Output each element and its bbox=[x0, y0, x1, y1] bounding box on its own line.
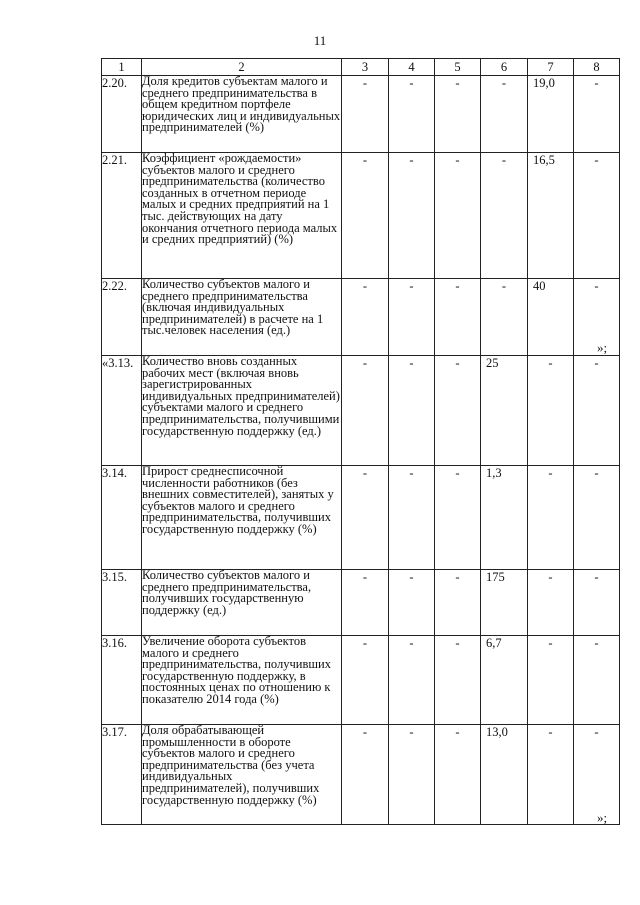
row-number: 3.17. bbox=[102, 725, 142, 825]
cell-col5: - bbox=[435, 356, 481, 466]
row-number: 2.21. bbox=[102, 153, 142, 279]
cell-col8: - bbox=[574, 356, 620, 466]
cell-col4: - bbox=[389, 466, 435, 570]
cell-col6: 175 bbox=[481, 570, 528, 636]
column-header: 8 bbox=[574, 59, 620, 76]
cell-col8: - bbox=[574, 636, 620, 725]
row-description: Количество вновь созданных рабочих мест (включая вновь зарегистрированных индивидуальных предпринимателей) субъектами малого и среднего предпринимательства, получившими государственную поддержку (ед.) bbox=[142, 356, 342, 466]
column-header: 4 bbox=[389, 59, 435, 76]
cell-col3: - bbox=[342, 466, 389, 570]
row-description: Количество субъектов малого и среднего предпринимательства, получивших государственную поддержку (ед.) bbox=[142, 570, 342, 636]
cell-col7: 16,5 bbox=[528, 153, 574, 279]
cell-col3: - bbox=[342, 725, 389, 825]
cell-col4: - bbox=[389, 76, 435, 153]
row-description: Доля обрабатывающей промышленности в обороте субъектов малого и среднего предпринимательства (без учета индивидуальных предпринимателей), получивших государственную поддержку (%) bbox=[142, 725, 342, 825]
table-row bbox=[102, 279, 620, 356]
row-description: Количество субъектов малого и среднего предпринимательства (включая индивидуальных предпринимателей) в расчете на 1 тыс.человек населения (ед.) bbox=[142, 279, 342, 356]
row-number: 2.20. bbox=[102, 76, 142, 153]
cell-col4: - bbox=[389, 279, 435, 356]
column-header: 2 bbox=[142, 59, 342, 76]
cell-col7: - bbox=[528, 356, 574, 466]
cell-col4: - bbox=[389, 725, 435, 825]
table-row bbox=[102, 76, 620, 153]
cell-col5: - bbox=[435, 153, 481, 279]
cell-col7: - bbox=[528, 636, 574, 725]
cell-col8: - bbox=[574, 76, 620, 153]
cell-col5: - bbox=[435, 76, 481, 153]
row-number: 3.15. bbox=[102, 570, 142, 636]
cell-col7: - bbox=[528, 466, 574, 570]
cell-col3: - bbox=[342, 279, 389, 356]
cell-col6: 13,0 bbox=[481, 725, 528, 825]
column-header: 6 bbox=[481, 59, 528, 76]
table-row bbox=[102, 356, 620, 466]
header-row bbox=[102, 59, 620, 76]
cell-col3: - bbox=[342, 153, 389, 279]
closing-quote-mark: »; bbox=[597, 810, 608, 825]
cell-col3: - bbox=[342, 356, 389, 466]
cell-col3: - bbox=[342, 76, 389, 153]
row-description: Коэффициент «рождаемости» субъектов малого и среднего предпринимательства (количество созданных в отчетном периоде малых и средних предприятий на 1 тыс. действующих на дату окончания отчетного периода малых и средних предприятий) (%) bbox=[142, 153, 342, 279]
cell-col5: - bbox=[435, 725, 481, 825]
cell-col6: - bbox=[481, 153, 528, 279]
column-header: 3 bbox=[342, 59, 389, 76]
table-row bbox=[102, 153, 620, 279]
cell-col8: - bbox=[574, 153, 620, 279]
indicator-table bbox=[101, 58, 620, 825]
closing-quote-mark: »; bbox=[597, 340, 608, 355]
table-row bbox=[102, 636, 620, 725]
cell-col4: - bbox=[389, 570, 435, 636]
cell-col4: - bbox=[389, 153, 435, 279]
cell-col7: 40 bbox=[528, 279, 574, 356]
cell-col6: 1,3 bbox=[481, 466, 528, 570]
row-description: Увеличение оборота субъектов малого и среднего предпринимательства, получивших государственную поддержку, в постоянных ценах по отношению к показателю 2014 года (%) bbox=[142, 636, 342, 725]
cell-col4: - bbox=[389, 356, 435, 466]
table-row bbox=[102, 466, 620, 570]
cell-col8: - bbox=[574, 725, 620, 825]
cell-col5: - bbox=[435, 570, 481, 636]
cell-col4: - bbox=[389, 636, 435, 725]
page-number: 11 bbox=[313, 33, 327, 48]
table-row bbox=[102, 570, 620, 636]
cell-col8: - bbox=[574, 466, 620, 570]
table-row bbox=[102, 725, 620, 825]
row-number: 3.16. bbox=[102, 636, 142, 725]
cell-col5: - bbox=[435, 636, 481, 725]
row-number: 3.14. bbox=[102, 466, 142, 570]
cell-col7: 19,0 bbox=[528, 76, 574, 153]
cell-col3: - bbox=[342, 570, 389, 636]
cell-col7: - bbox=[528, 725, 574, 825]
row-description: Доля кредитов субъектам малого и среднего предпринимательства в общем кредитном портфеле юридических лиц и индивидуальных предпринимателей (%) bbox=[142, 76, 342, 153]
row-number: 2.22. bbox=[102, 279, 142, 356]
column-header: 7 bbox=[528, 59, 574, 76]
cell-col7: - bbox=[528, 570, 574, 636]
cell-col6: - bbox=[481, 76, 528, 153]
row-number: «3.13. bbox=[102, 356, 142, 466]
cell-col3: - bbox=[342, 636, 389, 725]
cell-col6: 25 bbox=[481, 356, 528, 466]
cell-col6: - bbox=[481, 279, 528, 356]
cell-col8: - bbox=[574, 279, 620, 356]
cell-col5: - bbox=[435, 279, 481, 356]
cell-col5: - bbox=[435, 466, 481, 570]
column-header: 5 bbox=[435, 59, 481, 76]
cell-col8: - bbox=[574, 570, 620, 636]
column-header: 1 bbox=[102, 59, 142, 76]
row-description: Прирост среднесписочной численности работников (без внешних совместителей), занятых у субъектов малого и среднего предпринимательства, получивших государственную поддержку (%) bbox=[142, 466, 342, 570]
cell-col6: 6,7 bbox=[481, 636, 528, 725]
